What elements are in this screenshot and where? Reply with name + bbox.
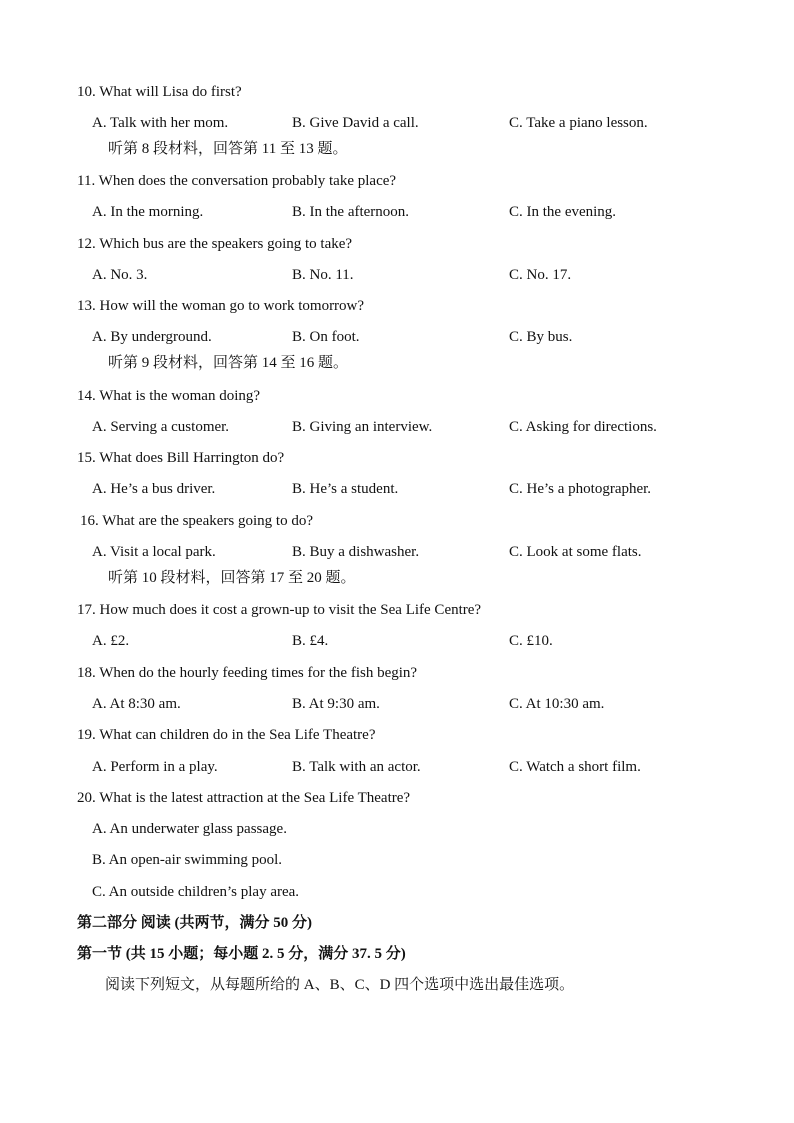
question-20: 20. What is the latest attraction at the Sea Life Theatre? <box>77 790 411 806</box>
listening-instruction-9: 听第 9 段材料，回答第 14 至 16 题。 <box>108 355 349 371</box>
q15-option-c: C. He’s a photographer. <box>509 481 652 497</box>
q13-option-a: A. By underground. <box>92 329 212 345</box>
q14-option-a: A. Serving a customer. <box>92 419 230 435</box>
q14-option-c: C. Asking for directions. <box>509 419 657 435</box>
q13-option-c: C. By bus. <box>509 329 573 345</box>
question-19: 19. What can children do in the Sea Life Theatre? <box>77 727 376 743</box>
q11-option-c: C. In the evening. <box>509 204 617 220</box>
question-12: 12. Which bus are the speakers going to take? <box>77 236 353 252</box>
question-16: 16. What are the speakers going to do? <box>80 513 313 529</box>
q15-option-b: B. He’s a student. <box>292 481 399 497</box>
q17-option-b: B. £4. <box>292 633 329 649</box>
q18-option-a: A. At 8:30 am. <box>92 696 181 712</box>
question-17: 17. How much does it cost a grown-up to visit the Sea Life Centre? <box>77 602 482 618</box>
q12-option-a: A. No. 3. <box>92 267 148 283</box>
question-14: 14. What is the woman doing? <box>77 388 261 404</box>
q17-option-a: A. £2. <box>92 633 130 649</box>
question-13: 13. How will the woman go to work tomorrow? <box>77 298 365 314</box>
listening-instruction-10: 听第 10 段材料，回答第 17 至 20 题。 <box>108 570 356 586</box>
q20-option-b: B. An open-air swimming pool. <box>92 852 282 868</box>
q19-option-a: A. Perform in a play. <box>92 759 218 775</box>
q20-option-a: A. An underwater glass passage. <box>92 821 287 837</box>
q17-option-c: C. £10. <box>509 633 553 649</box>
part2-heading: 第二部分 阅读 (共两节，满分 50 分) <box>77 915 312 931</box>
question-18: 18. When do the hourly feeding times for the fish begin? <box>77 665 418 681</box>
q13-option-b: B. On foot. <box>292 329 360 345</box>
q12-option-b: B. No. 11. <box>292 267 354 283</box>
q19-option-c: C. Watch a short film. <box>509 759 641 775</box>
q11-option-a: A. In the morning. <box>92 204 204 220</box>
q10-option-c: C. Take a piano lesson. <box>509 115 648 131</box>
q16-option-a: A. Visit a local park. <box>92 544 216 560</box>
q11-option-b: B. In the afternoon. <box>292 204 410 220</box>
q16-option-b: B. Buy a dishwasher. <box>292 544 420 560</box>
q12-option-c: C. No. 17. <box>509 267 572 283</box>
q18-option-b: B. At 9:30 am. <box>292 696 380 712</box>
q15-option-a: A. He’s a bus driver. <box>92 481 216 497</box>
listening-instruction-8: 听第 8 段材料，回答第 11 至 13 题。 <box>108 141 348 157</box>
question-15: 15. What does Bill Harrington do? <box>77 450 285 466</box>
q10-option-b: B. Give David a call. <box>292 115 419 131</box>
reading-directions: 阅读下列短文，从每题所给的 A、B、C、D 四个选项中选出最佳选项。 <box>105 977 575 993</box>
section1-heading: 第一节 (共 15 小题；每小题 2. 5 分，满分 37. 5 分) <box>77 946 406 962</box>
question-11: 11. When does the conversation probably take place? <box>77 173 397 189</box>
q19-option-b: B. Talk with an actor. <box>292 759 421 775</box>
q20-option-c: C. An outside children’s play area. <box>92 884 300 900</box>
q18-option-c: C. At 10:30 am. <box>509 696 605 712</box>
q14-option-b: B. Giving an interview. <box>292 419 433 435</box>
question-10: 10. What will Lisa do first? <box>77 84 242 100</box>
q16-option-c: C. Look at some flats. <box>509 544 642 560</box>
q10-option-a: A. Talk with her mom. <box>92 115 229 131</box>
